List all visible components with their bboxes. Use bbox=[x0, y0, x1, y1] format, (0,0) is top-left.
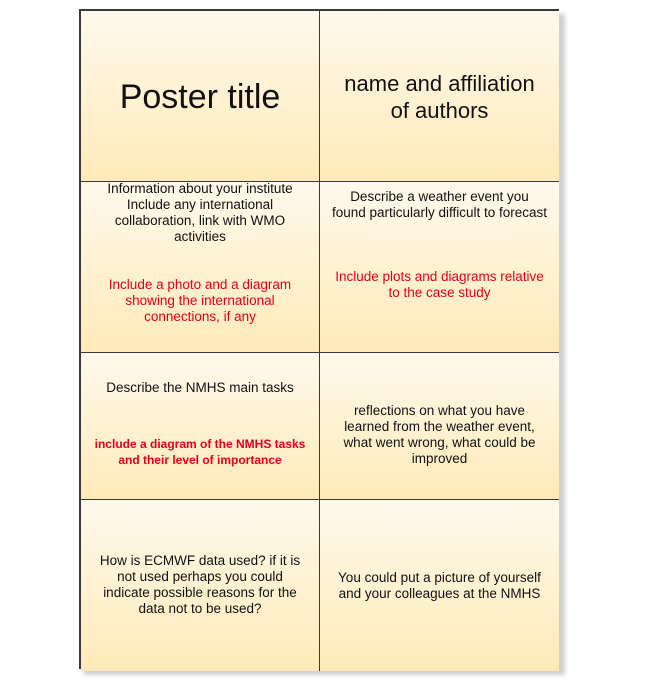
text-line: Describe the NMHS main tasks bbox=[106, 380, 294, 395]
text-line: Include any international bbox=[126, 197, 274, 212]
nmhs-tasks-panel bbox=[81, 353, 320, 500]
weather-event-text bbox=[330, 189, 549, 221]
weather-event-panel bbox=[320, 182, 559, 353]
institute-panel bbox=[81, 182, 320, 353]
institute-text bbox=[91, 181, 309, 245]
nmhs-tasks-note bbox=[91, 436, 309, 468]
authors-line: of authors bbox=[390, 98, 489, 123]
text-line: found particularly difficult to forecast bbox=[331, 205, 548, 220]
text-line: activities bbox=[174, 229, 226, 244]
note-line: Include plots and diagrams relative bbox=[335, 269, 544, 284]
note-line: include a diagram of the NMHS tasks bbox=[94, 437, 306, 451]
note-line: connections, if any bbox=[144, 309, 256, 324]
text-line: improved bbox=[411, 451, 468, 466]
note-line: showing the international bbox=[125, 293, 275, 308]
authors-line: name and affiliation bbox=[344, 71, 535, 96]
institute-note bbox=[91, 277, 309, 325]
note-line: to the case study bbox=[388, 285, 491, 300]
text-line: what went wrong, what could be bbox=[343, 435, 536, 450]
text-line: Information about your institute bbox=[107, 181, 293, 196]
text-line: not used perhaps you could bbox=[117, 569, 283, 584]
reflections-panel bbox=[320, 353, 559, 500]
text-line: indicate possible reasons for the bbox=[103, 585, 297, 600]
authors-text bbox=[320, 70, 559, 124]
text-line: collaboration, link with WMO bbox=[114, 213, 286, 228]
text-line: and your colleagues at the NMHS bbox=[338, 586, 541, 601]
authors-panel bbox=[320, 11, 559, 182]
title-panel bbox=[81, 11, 320, 182]
note-line: and their level of importance bbox=[118, 453, 282, 467]
picture-text bbox=[330, 570, 549, 602]
poster-title: Poster title bbox=[119, 78, 281, 116]
text-line: reflections on what you have bbox=[353, 403, 526, 418]
poster-template bbox=[79, 9, 559, 669]
picture-panel bbox=[320, 500, 559, 671]
ecmwf-text bbox=[91, 553, 309, 617]
weather-event-note bbox=[330, 269, 549, 301]
nmhs-tasks-text bbox=[91, 380, 309, 396]
text-line: Describe a weather event you bbox=[350, 189, 529, 204]
text-line: data not to be used? bbox=[138, 601, 262, 616]
text-line: You could put a picture of yourself bbox=[338, 570, 541, 585]
text-line: learned from the weather event, bbox=[344, 419, 535, 434]
ecmwf-panel bbox=[81, 500, 320, 671]
text-line: How is ECMWF data used? if it is bbox=[99, 553, 301, 568]
reflections-text bbox=[330, 403, 549, 467]
note-line: Include a photo and a diagram bbox=[108, 277, 292, 292]
